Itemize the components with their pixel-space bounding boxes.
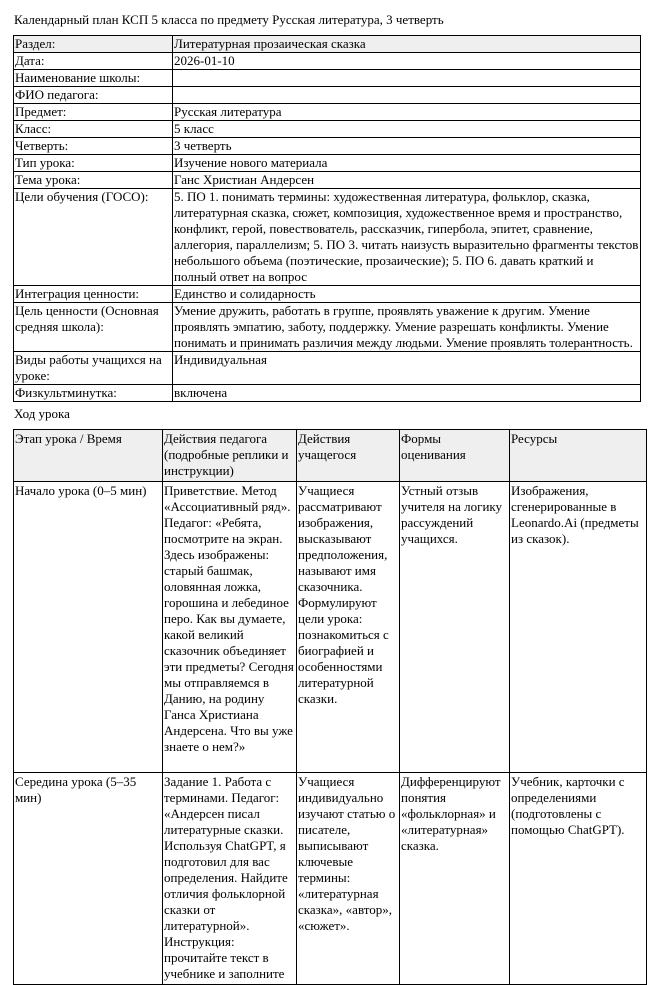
lesson-plan-table	[13, 429, 647, 985]
info-key: Предмет:	[14, 104, 173, 121]
info-value: Изучение нового материала	[173, 155, 641, 172]
info-value	[173, 70, 641, 87]
info-row	[14, 155, 641, 172]
resources-cell: Учебник, карточки с определениями (подготовлены с помощью ChatGPT).	[510, 773, 647, 985]
info-row	[14, 138, 641, 155]
info-key: Тип урока:	[14, 155, 173, 172]
lesson-row-middle	[14, 773, 647, 985]
info-row	[14, 189, 641, 286]
stage-cell: Середина урока (5–35 мин)	[14, 773, 163, 985]
info-key: Виды работы учащихся на уроке:	[14, 352, 173, 385]
teacher-actions-cell: Приветствие. Метод «Ассоциативный ряд». Педагог: «Ребята, посмотрите на экран. Здесь изображены: старый башмак, оловянная ложка, горошина и лебединое перо. Как вы думаете, какой великий сказочник объединяет эти предметы? Сегодня мы отправляемся в Данию, на родину Ганса Христиана Андерсена. Что вы уже знаете о нем?»	[163, 482, 297, 773]
document-title: Календарный план КСП 5 класса по предмету Русская литература, 3 четверть	[14, 12, 444, 27]
info-value: Умение дружить, работать в группе, проявлять уважение к другим. Умение проявлять эмпатию, заботу, поддержку. Умение разрешать конфликты. Умение понимать и принимать различия между людьми. Умение проявлять толерантность.	[173, 303, 641, 352]
info-key: Цели обучения (ГОСО):	[14, 189, 173, 286]
lesson-table-header-row	[14, 430, 647, 482]
info-row	[14, 70, 641, 87]
info-row	[14, 286, 641, 303]
student-actions-cell: Учащиеся индивидуально изучают статью о писателе, выписывают ключевые термины: «литературная сказка», «автор», «сюжет».	[297, 773, 400, 985]
lesson-info-table	[13, 35, 641, 402]
info-row	[14, 121, 641, 138]
assessment-cell: Устный отзыв учителя на логику рассуждений учащихся.	[400, 482, 510, 773]
info-key: Наименование школы:	[14, 70, 173, 87]
assessment-cell: Дифференцируют понятия «фольклорная» и «литературная» сказка.	[400, 773, 510, 985]
student-actions-cell: Учащиеся рассматривают изображения, высказывают предположения, называют имя сказочника. Формулируют цели урока: познакомиться с биографией и особенностями литературной сказки.	[297, 482, 400, 773]
stage-cell: Начало урока (0–5 мин)	[14, 482, 163, 773]
info-key: Тема урока:	[14, 172, 173, 189]
info-row	[14, 352, 641, 385]
info-value	[173, 87, 641, 104]
info-value: Единство и солидарность	[173, 286, 641, 303]
info-value: Литературная прозаическая сказка	[173, 36, 641, 53]
resources-cell: Изображения, сгенерированные в Leonardo.Ai (предметы из сказок).	[510, 482, 647, 773]
info-key: Цель ценности (Основная средняя школа):	[14, 303, 173, 352]
lesson-row-start	[14, 482, 647, 773]
info-key: Интеграция ценности:	[14, 286, 173, 303]
info-value: Индивидуальная	[173, 352, 641, 385]
teacher-actions-cell: Задание 1. Работа с терминами. Педагог: «Андерсен писал литературные сказки. Используя ChatGPT, я подготовил для вас определения. Найдите отличия фольклорной сказки от литературной». Инструкция: прочитайте текст в учебнике и заполните	[163, 773, 297, 985]
info-value: 2026-01-10	[173, 53, 641, 70]
info-value: 5 класс	[173, 121, 641, 138]
info-key: Физкультминутка:	[14, 385, 173, 402]
info-row	[14, 172, 641, 189]
info-row	[14, 385, 641, 402]
info-key: Раздел:	[14, 36, 173, 53]
info-row	[14, 36, 641, 53]
info-row	[14, 87, 641, 104]
info-value: включена	[173, 385, 641, 402]
lesson-progress-label: Ход урока	[14, 406, 70, 421]
info-row	[14, 104, 641, 121]
info-value: Ганс Христиан Андерсен	[173, 172, 641, 189]
info-value: Русская литература	[173, 104, 641, 121]
header-resources: Ресурсы	[510, 430, 647, 482]
header-teacher: Действия педагога (подробные реплики и инструкции)	[163, 430, 297, 482]
header-assessment: Формы оценивания	[400, 430, 510, 482]
header-stage: Этап урока / Время	[14, 430, 163, 482]
info-key: Четверть:	[14, 138, 173, 155]
header-student: Действия учащегося	[297, 430, 400, 482]
info-row	[14, 53, 641, 70]
info-value: 3 четверть	[173, 138, 641, 155]
info-value: 5. ПО 1. понимать термины: художественная литература, фольклор, сказка, литературная сказка, сюжет, композиция, художественное время и пространство, конфликт, герой, повествователь, рассказчик, гипербола, эпитет, сравнение, аллегория, параллелизм; 5. ПО 3. читать наизусть выразительно фрагменты текстов небольшого объема (поэтические, прозаические); 5. ПО 6. давать краткий и полный ответ на вопрос	[173, 189, 641, 286]
info-row	[14, 303, 641, 352]
info-key: Дата:	[14, 53, 173, 70]
info-key: ФИО педагога:	[14, 87, 173, 104]
info-key: Класс:	[14, 121, 173, 138]
